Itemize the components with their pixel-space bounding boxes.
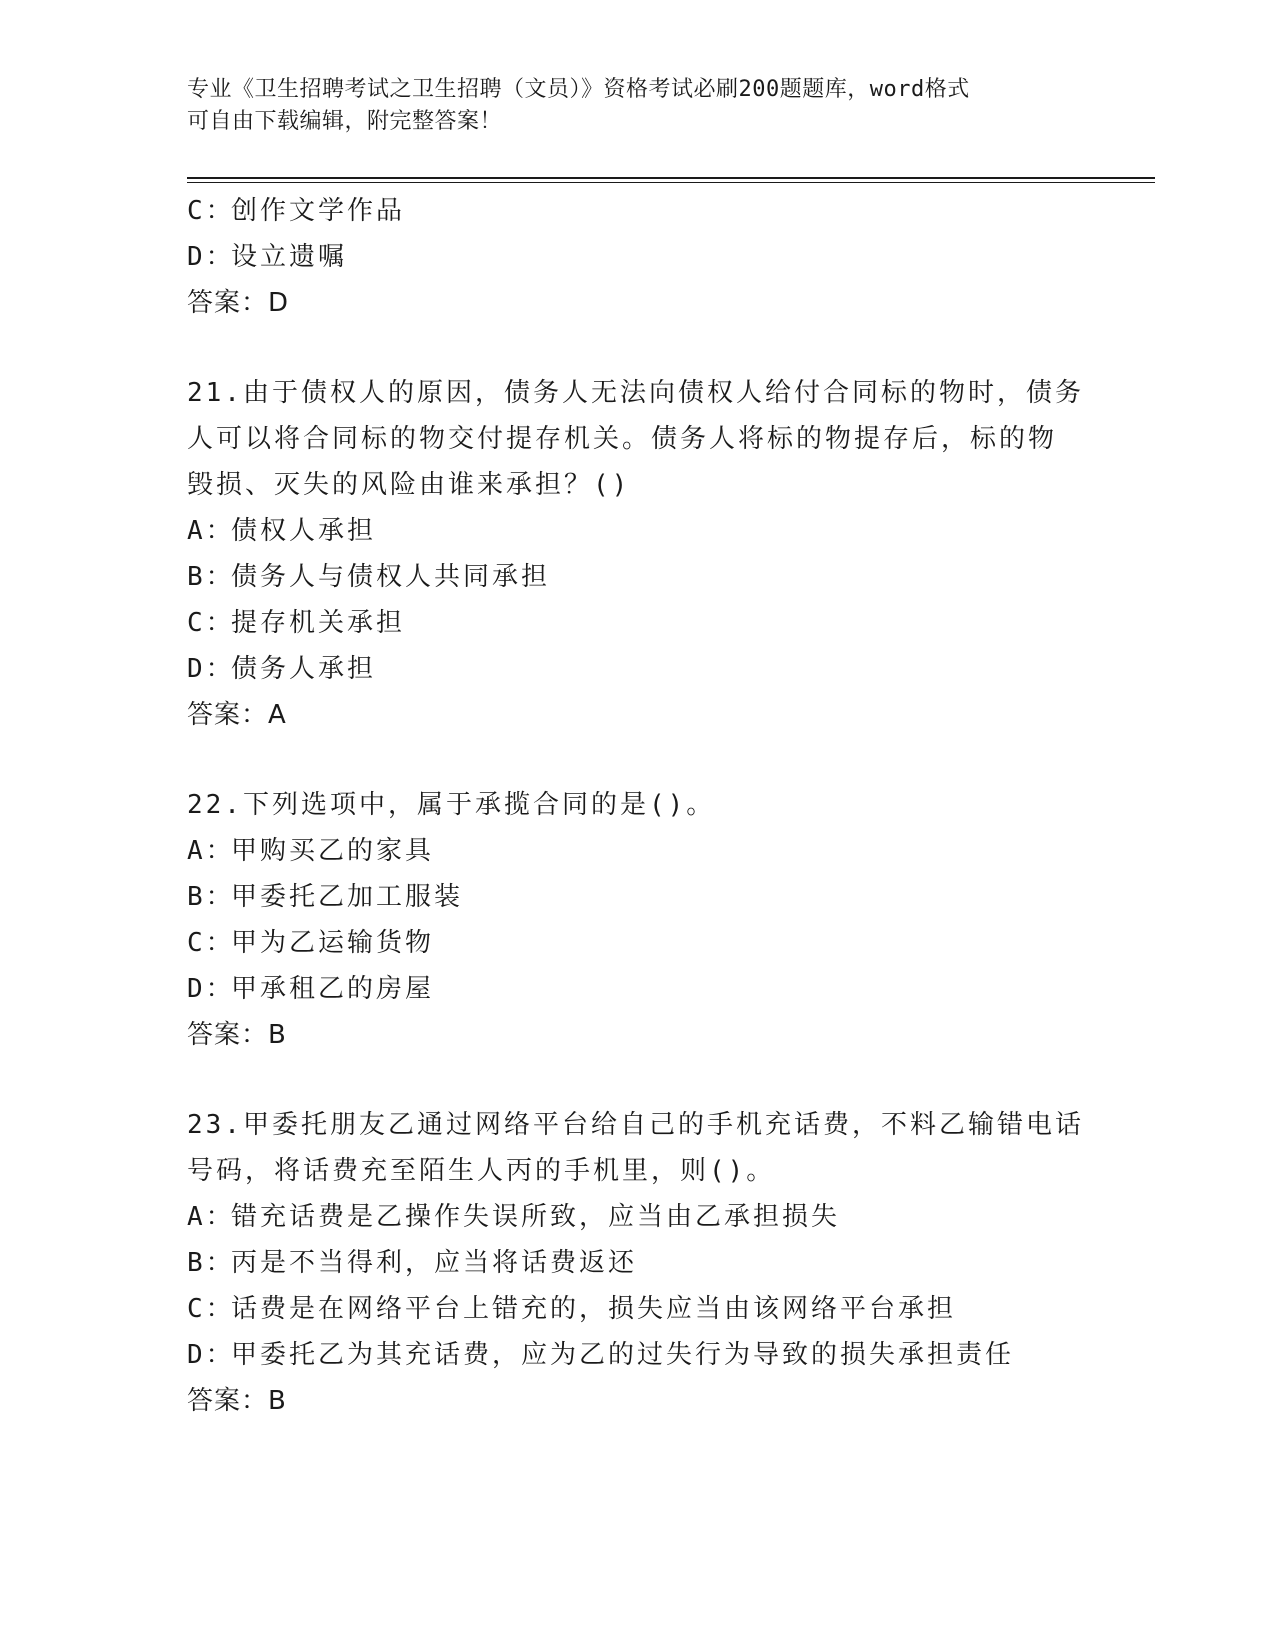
option-c: C：甲为乙运输货物: [187, 928, 435, 958]
option-a: A：错充话费是乙操作失误所致，应当由乙承担损失: [187, 1202, 841, 1232]
question-text-line: 23.甲委托朋友乙通过网络平台给自己的手机充话费，不料乙输错电话: [187, 1110, 1084, 1140]
option-c: C：话费是在网络平台上错充的，损失应当由该网络平台承担: [187, 1294, 957, 1324]
question-text-line: 毁损、灭失的风险由谁来承担？(): [187, 470, 631, 500]
spacer: [187, 738, 1127, 782]
answer-line: 答案：B: [187, 1386, 287, 1416]
question-continued: [187, 188, 1127, 326]
option-d: D：债务人承担: [187, 654, 377, 684]
spacer: [187, 1058, 1127, 1102]
answer-line: 答案：B: [187, 1020, 287, 1050]
question-text-line: 人可以将合同标的物交付提存机关。债务人将标的物提存后，标的物: [187, 424, 1058, 454]
header-title-line-1: 专业《卫生招聘考试之卫生招聘（文员）》资格考试必刷200题题库，word格式: [187, 77, 970, 102]
answer-line: 答案：D: [187, 288, 290, 318]
header-title-line-2: 可自由下载编辑，附完整答案！: [187, 109, 503, 134]
option-c: C：提存机关承担: [187, 608, 406, 638]
header-rule-thin: [187, 182, 1155, 183]
document-body: [187, 188, 1127, 1424]
spacer: [187, 326, 1127, 370]
question-text-line: 号码，将话费充至陌生人丙的手机里，则()。: [187, 1156, 776, 1186]
question-text-line: 22.下列选项中，属于承揽合同的是()。: [187, 790, 716, 820]
question-text-line: 21.由于债权人的原因，债务人无法向债权人给付合同标的物时，债务: [187, 378, 1084, 408]
option-b: B：甲委托乙加工服装: [187, 882, 464, 912]
header-rule-thick: [187, 177, 1155, 179]
option-a: A：债权人承担: [187, 516, 377, 546]
answer-line: 答案：A: [187, 700, 287, 730]
option-b: B：丙是不当得利，应当将话费返还: [187, 1248, 638, 1278]
question-21: [187, 370, 1127, 738]
option-d: D：甲委托乙为其充话费，应为乙的过失行为导致的损失承担责任: [187, 1340, 1015, 1370]
option-b: B：债务人与债权人共同承担: [187, 562, 551, 592]
option-d: D：设立遗嘱: [187, 242, 348, 272]
option-c: C：创作文学作品: [187, 196, 406, 226]
option-d: D：甲承租乙的房屋: [187, 974, 435, 1004]
question-23: [187, 1102, 1127, 1424]
page-header: [187, 74, 1087, 138]
option-a: A：甲购买乙的家具: [187, 836, 435, 866]
question-22: [187, 782, 1127, 1058]
